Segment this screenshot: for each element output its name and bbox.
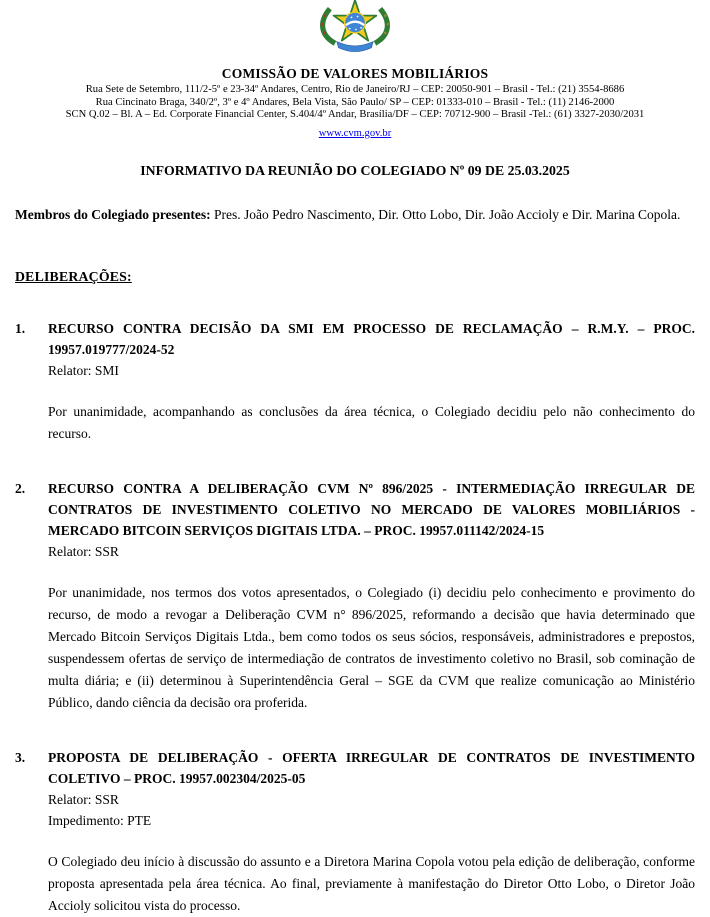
letterhead [15, 0, 695, 141]
item-relator: Relator: SSR [48, 543, 119, 559]
members-text: Pres. João Pedro Nascimento, Dir. Otto Lobo, Dir. João Accioly e Dir. Marina Copola. [210, 206, 681, 222]
item-content [48, 318, 695, 381]
item-body: Por unanimidade, nos termos dos votos apresentados, o Colegiado (i) decidiu pelo conhecimento e provimento do recurso, de modo a revogar a Deliberação CVM n° 896/2025, reformando a decisão que havia determinado que Mercado Bitcoin Serviços Digitais Ltda., bem como todos os seus sócios, responsáveis, administradores e prepostos, suspendessem ofertas de serviço de intermediação de contratos de investimento coletivo no Brasil, sob cominação de multa diária; e (ii) determinou à Superintendência Geral – SGE da CVM que realize comunicação ao Ministério Público, dando ciência da decisão ora proferida. [48, 584, 695, 710]
org-name: COMISSÃO DE VALORES MOBILIÁRIOS [221, 66, 489, 81]
members-paragraph [15, 204, 695, 225]
item-number: 2. [15, 480, 26, 496]
item-relator: Relator: SSR [48, 791, 119, 807]
item-number: 3. [15, 749, 26, 765]
address-block [15, 84, 695, 122]
deliberations-heading: DELIBERAÇÕES: [15, 268, 132, 284]
item-content [48, 478, 695, 562]
item-title: PROPOSTA DE DELIBERAÇÃO - OFERTA IRREGULAR DE CONTRATOS DE INVESTIMENTO COLETIVO – PROC. 19957.002304/2025-05 [48, 749, 695, 786]
address-line-rj: Rua Sete de Setembro, 111/2-5º e 23-34º Andares, Centro, Rio de Janeiro/RJ – CEP: 20050-901 – Brasil - Tel.: (21) 3554-8686 [85, 84, 625, 95]
item-body: O Colegiado deu início à discussão do assunto e a Diretora Marina Copola votou pela edição de deliberação, conforme proposta apresentada pela área técnica. Ao final, previamente à manifestação do Diretor Otto Lobo, o Diretor João Accioly solicitou vista do processo. [48, 853, 695, 913]
address-line-sp: Rua Cincinato Braga, 340/2º, 3º e 4º Andares, Bela Vista, São Paulo/ SP – CEP: 01333-010 – Brasil - Tel.: (11) 2146-2000 [95, 96, 615, 108]
deliberation-item-3 [15, 747, 695, 831]
address-line-df: SCN Q.02 – Bl. A – Ed. Corporate Financial Center, S.404/4º Andar, Brasília/DF – CEP: 70712-900 – Brasil -Tel.: (61) 3327-2030/2031 [65, 109, 645, 121]
item-title: RECURSO CONTRA A DELIBERAÇÃO CVM Nº 896/2025 - INTERMEDIAÇÃO IRREGULAR DE CONTRATOS DE INVESTIMENTO COLETIVO NO MERCADO DE VALORES MOBILIÁRIOS - MERCADO BITCOIN SERVIÇOS DIGITAIS LTDA. – PROC. 19957.011142/2024-15 [48, 480, 695, 538]
deliberation-item-2 [15, 478, 695, 562]
brazil-coat-of-arms-icon [307, 0, 403, 57]
item-relator: Relator: SMI [48, 362, 119, 378]
item-content [48, 747, 695, 831]
item-number: 1. [15, 320, 26, 336]
deliberation-item-1 [15, 318, 695, 381]
document-title: INFORMATIVO DA REUNIÃO DO COLEGIADO Nº 09 DE 25.03.2025 [140, 162, 570, 178]
cvm-website-link[interactable]: www.cvm.gov.br [318, 127, 392, 139]
members-label: Membros do Colegiado presentes: [15, 206, 211, 222]
item-impedimento: Impedimento: PTE [48, 812, 152, 828]
item-title: RECURSO CONTRA DECISÃO DA SMI EM PROCESSO DE RECLAMAÇÃO – R.M.Y. – PROC. 19957.019777/2024-52 [48, 320, 695, 357]
item-body: Por unanimidade, acompanhando as conclusões da área técnica, o Colegiado decidiu pelo não conhecimento do recurso. [48, 403, 695, 441]
